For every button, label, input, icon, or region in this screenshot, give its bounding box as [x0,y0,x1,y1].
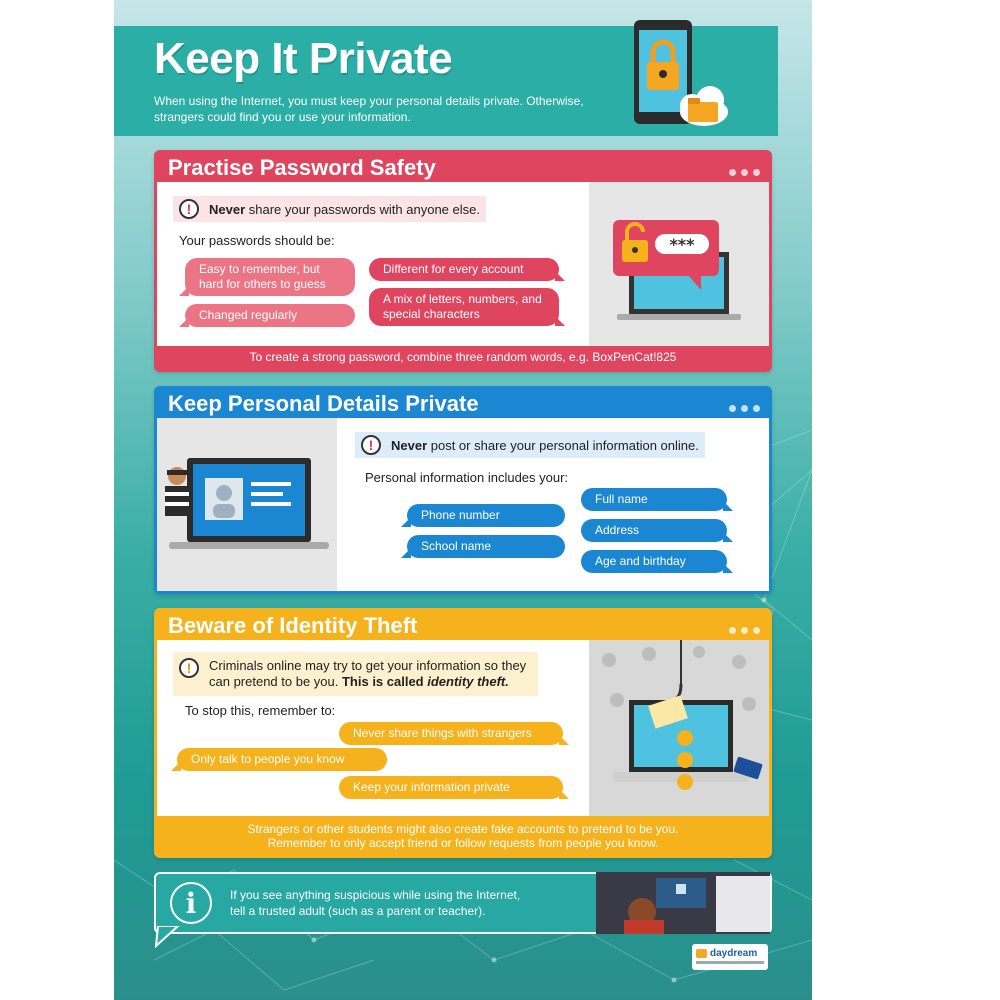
section-title: Practise Password Safety [168,155,436,180]
info-line-2: tell a trusted adult (such as a parent or teacher). [230,904,486,918]
bubble-address: Address [581,519,727,542]
section-title: Keep Personal Details Private [168,391,479,416]
bubble-easy-to-remember: Easy to remember, but hard for others to guess [185,258,355,296]
logo-text: daydream [710,948,758,959]
identity-tip-line-2: Remember to only accept friend or follow requests from people you know. [267,836,659,850]
logo-smallprint [696,961,764,964]
bubble-never-share: Never share things with strangers [339,722,563,745]
notice-line-2b: This is called [341,674,428,689]
exclamation-icon: ! [179,199,199,219]
section-title: Beware of Identity Theft [168,613,418,638]
bubble-mix-of-characters: A mix of letters, numbers, and special characters [369,288,559,326]
illustration-panel [157,418,337,591]
intro-text: When using the Internet, you must keep your personal details private. Otherwise, strangers could find you or use your information. [154,94,584,124]
logo-mark-icon [696,949,707,958]
section-password-safety [154,150,772,372]
info-text [230,887,570,919]
laptop-phishing-hook-icon [589,640,769,816]
section-identity-theft [154,608,772,858]
notice-line-2c: identity theft. [427,674,509,689]
notice [173,196,486,222]
page-title: Keep It Private [154,34,453,83]
dots-icon [724,621,760,639]
subheading: To stop this, remember to: [185,703,336,718]
bubble-changed-regularly: Changed regularly [185,304,355,327]
child-at-computer-icon [596,872,770,934]
bubble-different-account: Different for every account [369,258,559,281]
svg-text:***: *** [669,235,695,254]
section-body [157,418,769,591]
identity-tip-line-1: Strangers or other students might also create fake accounts to pretend to be you. [247,822,679,836]
bubble-only-talk: Only talk to people you know [177,748,387,771]
notice-text: post or share your personal information online. [427,437,699,453]
bubble-keep-private: Keep your information private [339,776,563,799]
section-body [157,182,769,346]
laptop-profile-thief-icon [157,418,337,591]
dots-icon [724,163,760,181]
password-tip: To create a strong password, combine three random words, e.g. BoxPenCat!825 [249,350,677,364]
info-pointer [154,926,184,948]
info-icon: i [170,882,212,924]
section-header-bar [154,386,772,418]
bubble-school-name: School name [407,535,565,558]
bubble-phone-number: Phone number [407,504,565,527]
subheading: Personal information includes your: [365,470,569,485]
bubble-full-name: Full name [581,488,727,511]
notice-bold: Never [391,437,428,453]
notice-line-2a: can pretend to be you. [209,674,342,689]
notice-line-1: Criminals online may try to get your information so they [209,658,527,673]
info-line-1: If you see anything suspicious while using the Internet, [230,888,521,902]
notice [355,432,705,458]
phone-lock-cloud-icon [630,18,730,134]
section-header-bar [154,150,772,182]
notice-text: share your passwords with anyone else. [245,201,480,217]
illustration-panel [589,182,769,346]
section-personal-details [154,386,772,594]
daydream-logo [692,944,768,970]
notice-bold: Never [209,201,246,217]
notice [173,652,538,696]
exclamation-icon: ! [361,435,381,455]
identity-tip [154,822,772,850]
dots-icon [724,399,760,417]
laptop-password-lock-icon [589,182,769,346]
bubble-age-birthday: Age and birthday [581,550,727,573]
section-header-bar [154,608,772,640]
exclamation-icon: ! [179,658,199,678]
section-body [157,640,769,816]
poster [114,0,812,1000]
subheading: Your passwords should be: [179,233,335,248]
illustration-panel [589,640,769,816]
info-callout [154,872,772,934]
